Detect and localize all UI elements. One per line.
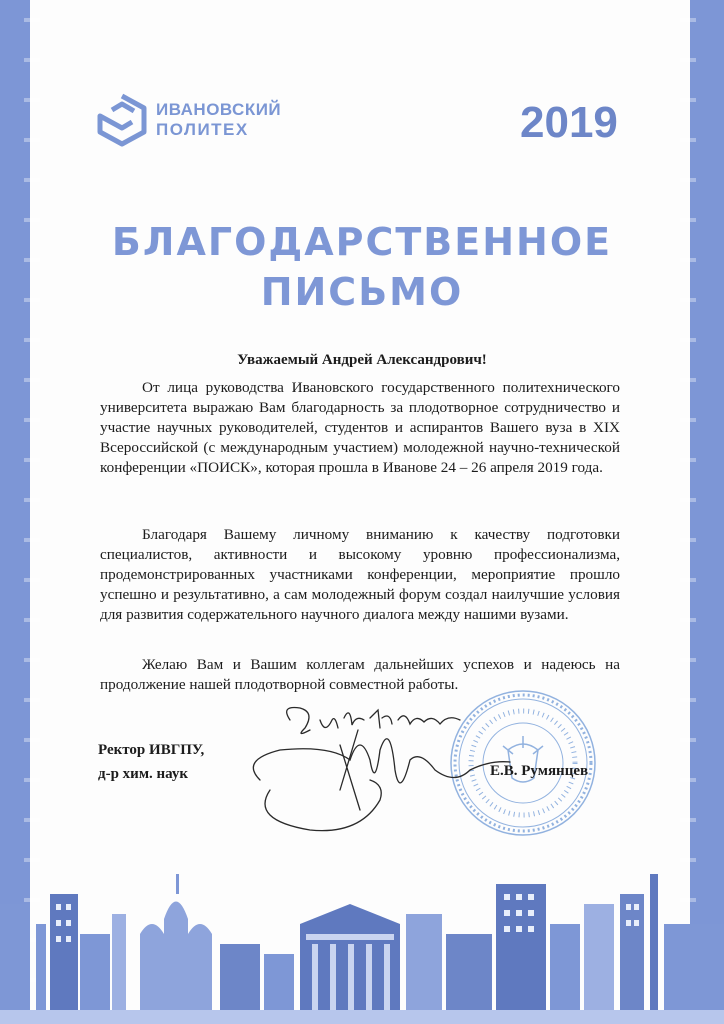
logo-line-2: ПОЛИТЕХ xyxy=(156,120,249,139)
body-paragraph-2: Благодаря Вашему личному вниманию к качеству подготовки специалистов, активности и высокому уровню профессионализма, продемонстрированных участниками конференции, мероприятие прошло успешно и результативно, а сам молодежный форум создал наилучшие условия для развития содержательного научного диалога между нашими вузами. xyxy=(100,526,620,623)
signer-position-line-1: Ректор ИВГПУ, xyxy=(98,742,205,758)
body-paragraph-3: Желаю Вам и Вашим коллегам дальнейших успехов и надеюсь на продолжение нашей плодотворной совместной работы. xyxy=(100,656,620,693)
signer-position xyxy=(98,738,204,786)
city-skyline-illustration xyxy=(0,864,724,1024)
body-paragraph-1: От лица руководства Ивановского государственного политехнического университета выражаю Вам благодарность за плодотворное сотрудничество и участие научных руководителей, студентов и аспирантов Вашего вуза в XIX Всероссийской (с международным участием) молодежной научно-технической конференции «ПОИСК», которая прошла в Иванове 24 – 26 апреля 2019 года. xyxy=(100,379,620,476)
logo-line-1: ИВАНОВСКИЙ xyxy=(156,100,282,119)
greeting: Уважаемый Андрей Александрович! xyxy=(237,352,487,368)
university-logo xyxy=(96,92,281,148)
handwritten-signature xyxy=(220,690,520,840)
signer-name: Е.В. Румянцев xyxy=(490,763,589,779)
hexagon-logo-icon xyxy=(96,92,148,148)
year-label: 2019 xyxy=(520,98,618,147)
document-title-line-1: БЛАГОДАРСТВЕННОЕ xyxy=(111,220,613,264)
document-title-line-2: ПИСЬМО xyxy=(260,270,464,314)
signer-position-line-2: д-р хим. наук xyxy=(98,766,189,782)
